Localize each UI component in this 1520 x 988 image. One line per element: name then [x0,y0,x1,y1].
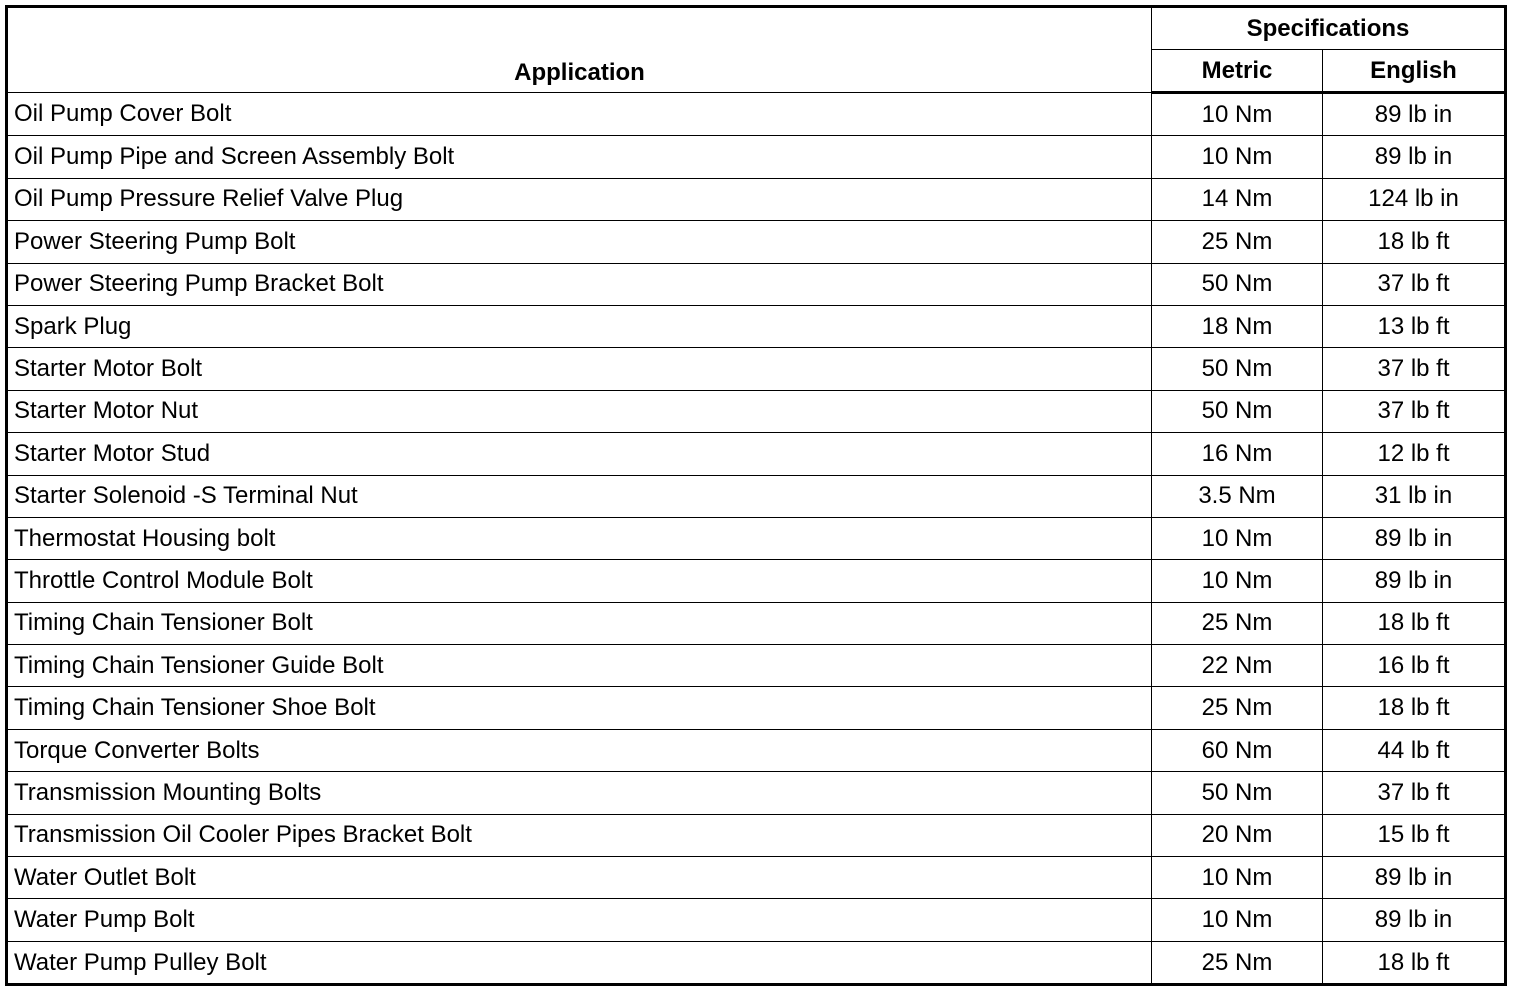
table-row [7,433,1506,475]
table-row [7,602,1506,644]
table-row [7,475,1506,517]
english-cell: 37 lb ft [1323,348,1506,390]
metric-cell: 10 Nm [1152,857,1323,899]
table-row [7,772,1506,814]
application-cell: Starter Solenoid -S Terminal Nut [7,475,1152,517]
english-cell: 31 lb in [1323,475,1506,517]
table-row [7,136,1506,178]
table-row [7,263,1506,305]
metric-cell: 3.5 Nm [1152,475,1323,517]
application-cell: Transmission Oil Cooler Pipes Bracket Bolt [7,814,1152,856]
metric-cell: 10 Nm [1152,517,1323,559]
application-cell: Starter Motor Stud [7,433,1152,475]
table-row [7,687,1506,729]
english-cell: 13 lb ft [1323,305,1506,347]
application-cell: Oil Pump Pressure Relief Valve Plug [7,178,1152,220]
metric-cell: 14 Nm [1152,178,1323,220]
application-column-header: Application [7,7,1152,93]
specifications-group-header: Specifications [1152,7,1506,50]
metric-cell: 25 Nm [1152,941,1323,984]
metric-cell: 50 Nm [1152,348,1323,390]
english-cell: 124 lb in [1323,178,1506,220]
application-cell: Thermostat Housing bolt [7,517,1152,559]
english-cell: 18 lb ft [1323,687,1506,729]
english-cell: 89 lb in [1323,517,1506,559]
table-row [7,857,1506,899]
application-cell: Power Steering Pump Bolt [7,221,1152,263]
english-cell: 89 lb in [1323,560,1506,602]
metric-cell: 50 Nm [1152,263,1323,305]
metric-cell: 18 Nm [1152,305,1323,347]
metric-cell: 25 Nm [1152,687,1323,729]
table-row [7,221,1506,263]
english-cell: 18 lb ft [1323,602,1506,644]
english-column-header: English [1323,50,1506,93]
metric-cell: 25 Nm [1152,602,1323,644]
application-cell: Transmission Mounting Bolts [7,772,1152,814]
metric-cell: 10 Nm [1152,560,1323,602]
application-cell: Torque Converter Bolts [7,729,1152,771]
metric-column-header: Metric [1152,50,1323,93]
table-row [7,645,1506,687]
application-cell: Power Steering Pump Bracket Bolt [7,263,1152,305]
application-cell: Timing Chain Tensioner Bolt [7,602,1152,644]
english-cell: 89 lb in [1323,857,1506,899]
application-cell: Starter Motor Nut [7,390,1152,432]
table-row [7,941,1506,984]
table-body [7,93,1506,985]
english-cell: 44 lb ft [1323,729,1506,771]
table-row [7,305,1506,347]
english-cell: 12 lb ft [1323,433,1506,475]
english-cell: 89 lb in [1323,93,1506,136]
application-cell: Oil Pump Cover Bolt [7,93,1152,136]
english-cell: 37 lb ft [1323,772,1506,814]
application-cell: Starter Motor Bolt [7,348,1152,390]
table-row [7,93,1506,136]
table-row [7,178,1506,220]
application-cell: Oil Pump Pipe and Screen Assembly Bolt [7,136,1152,178]
table-row [7,517,1506,559]
english-cell: 15 lb ft [1323,814,1506,856]
application-cell: Timing Chain Tensioner Shoe Bolt [7,687,1152,729]
application-cell: Throttle Control Module Bolt [7,560,1152,602]
metric-cell: 10 Nm [1152,93,1323,136]
english-cell: 37 lb ft [1323,390,1506,432]
metric-cell: 50 Nm [1152,772,1323,814]
english-cell: 18 lb ft [1323,941,1506,984]
metric-cell: 25 Nm [1152,221,1323,263]
application-cell: Spark Plug [7,305,1152,347]
english-cell: 16 lb ft [1323,645,1506,687]
application-cell: Timing Chain Tensioner Guide Bolt [7,645,1152,687]
table-header [7,7,1506,93]
metric-cell: 20 Nm [1152,814,1323,856]
table-row [7,348,1506,390]
metric-cell: 50 Nm [1152,390,1323,432]
metric-cell: 10 Nm [1152,136,1323,178]
english-cell: 18 lb ft [1323,221,1506,263]
english-cell: 37 lb ft [1323,263,1506,305]
table-row [7,560,1506,602]
metric-cell: 60 Nm [1152,729,1323,771]
table-row [7,814,1506,856]
table-row [7,899,1506,941]
torque-specifications-table [5,5,1507,986]
metric-cell: 10 Nm [1152,899,1323,941]
table-row [7,390,1506,432]
metric-cell: 16 Nm [1152,433,1323,475]
english-cell: 89 lb in [1323,136,1506,178]
table-row [7,729,1506,771]
english-cell: 89 lb in [1323,899,1506,941]
application-cell: Water Pump Pulley Bolt [7,941,1152,984]
application-cell: Water Outlet Bolt [7,857,1152,899]
metric-cell: 22 Nm [1152,645,1323,687]
header-row-top [7,7,1506,50]
application-cell: Water Pump Bolt [7,899,1152,941]
